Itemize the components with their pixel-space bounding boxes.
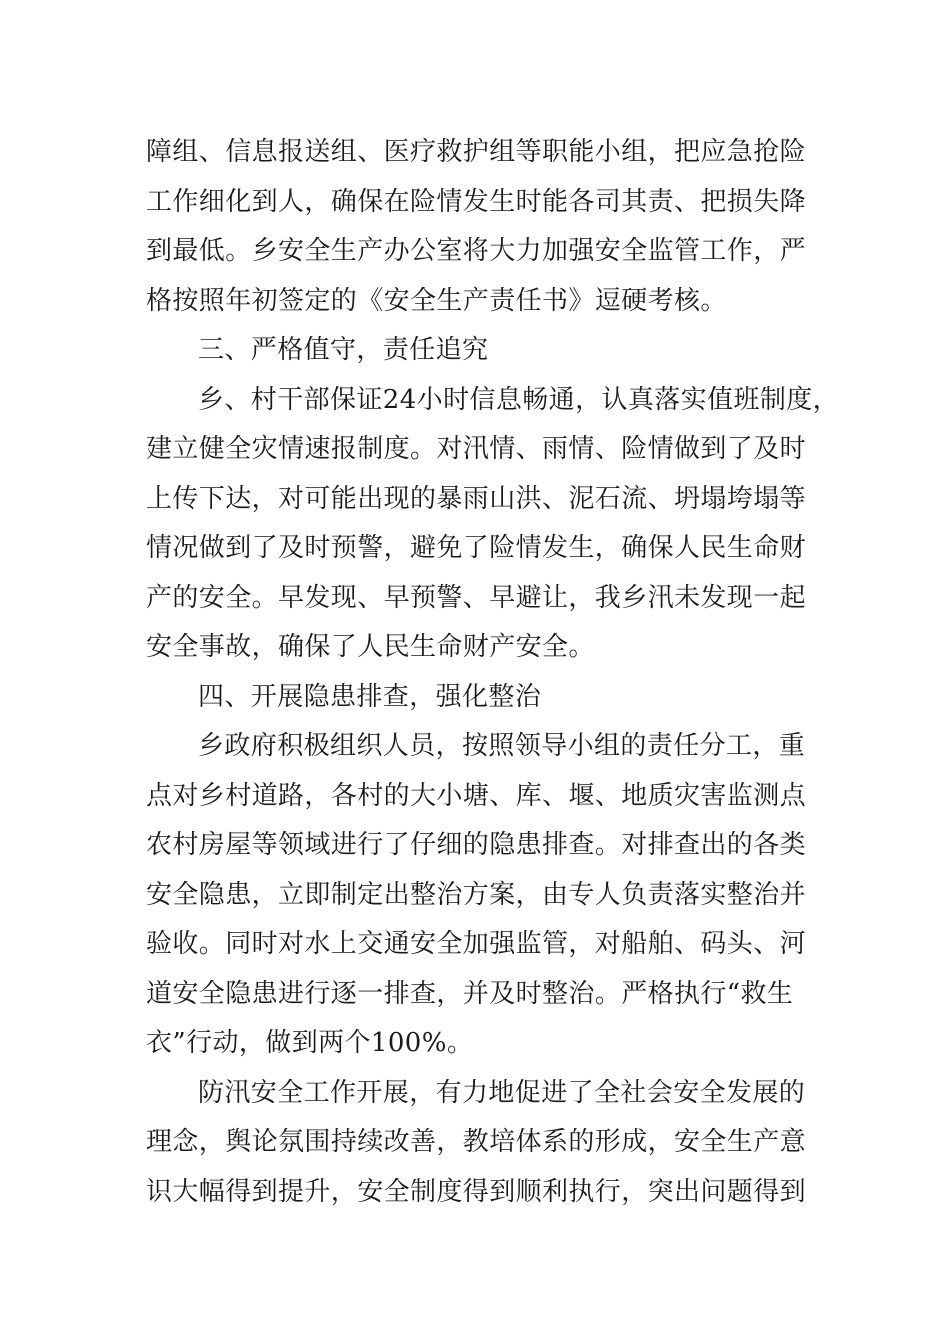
section-heading-3: 三、严格值守，责任追究 — [198, 335, 489, 365]
text-line: 格按照年初签定的《安全生产责任书》逗硬考核。 — [146, 285, 727, 316]
text-line: 防汛安全工作开展，有力地促进了全社会安全发展的 — [198, 1077, 806, 1108]
text-line: 农村房屋等领域进行了仔细的隐患排查。对排查出的各类 — [146, 830, 807, 860]
text-line: 衣”行动，做到两个100%。 — [146, 1028, 474, 1058]
text-line: 上传下达，对可能出现的暴雨山洪、泥石流、坍塌垮塌等 — [146, 483, 807, 514]
text-line: 验收。同时对水上交通安全加强监管，对船舶、码头、河 — [146, 929, 807, 959]
text-line: 安全事故，确保了人民生命财产安全。 — [146, 632, 595, 662]
text-line: 障组、信息报送组、医疗救护组等职能小组，把应急抢险 — [146, 137, 807, 167]
text-line: 点对乡村道路，各村的大小塘、库、堰、地质灾害监测点 — [146, 780, 807, 811]
text-line: 理念，舆论氛围持续改善，教培体系的形成，安全生产意 — [146, 1127, 807, 1157]
text-line: 情况做到了及时预警，避免了险情发生，确保人民生命财 — [146, 533, 807, 563]
section-heading-4: 四、开展隐患排查，强化整治 — [198, 681, 542, 712]
text-line: 乡、村干部保证24小时信息畅通，认真落实值班制度， — [198, 384, 840, 415]
text-line: 到最低。乡安全生产办公室将大力加强安全监管工作，严 — [146, 236, 807, 266]
text-line: 乡政府积极组织人员，按照领导小组的责任分工，重 — [198, 731, 806, 761]
text-line: 产的安全。早发现、早预警、早避让，我乡汛未发现一起 — [146, 582, 807, 613]
text-line: 道安全隐患进行逐一排查，并及时整治。严格执行“救生 — [146, 978, 794, 1009]
text-line: 识大幅得到提升，安全制度得到顺利执行，突出问题得到 — [146, 1176, 807, 1207]
text-line: 建立健全灾情速报制度。对汛情、雨情、险情做到了及时 — [146, 434, 807, 464]
text-line: 安全隐患，立即制定出整治方案，由专人负责落实整治并 — [146, 879, 807, 910]
document-body — [146, 128, 840, 1217]
text-line: 工作细化到人，确保在险情发生时能各司其责、把损失降 — [146, 186, 807, 217]
